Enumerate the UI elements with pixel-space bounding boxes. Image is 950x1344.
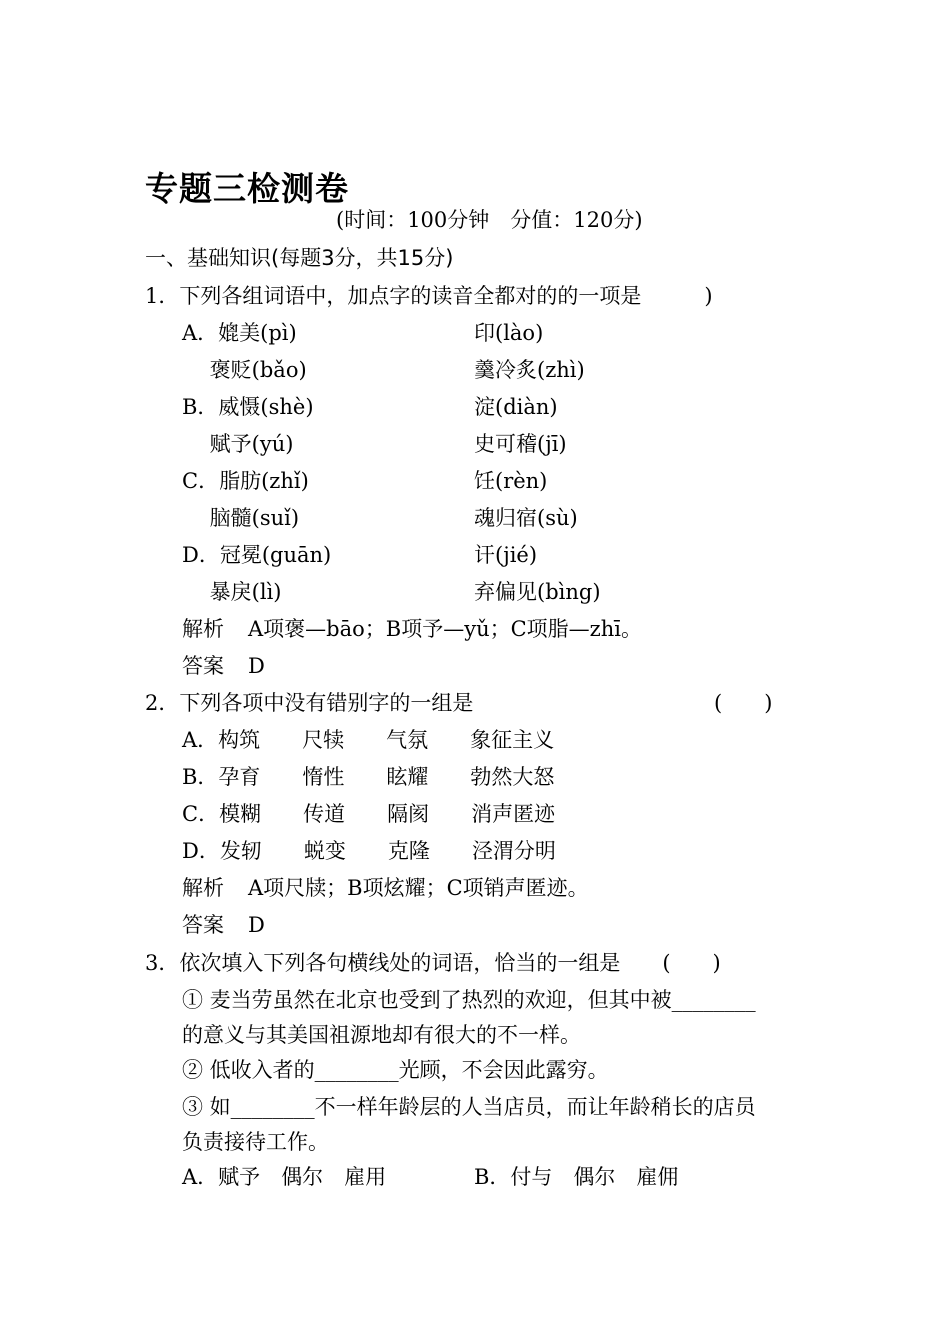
q1-analysis-label: 解析 — [182, 617, 224, 641]
q3-sentence-3: ③ 如________不一样年龄层的人当店员，而让年龄稍长的店员 — [182, 1095, 756, 1119]
q1-option-d1: D．冠冕(guān) — [182, 543, 332, 567]
q2-option-b: B．孕育 惰性 眩耀 勃然大怒 — [182, 765, 555, 789]
q1-option-d4: 弃偏见(bìng) — [474, 580, 601, 604]
q2-answer-label: 答案 — [182, 913, 224, 937]
q3-option-b: B．付与 偶尔 雇佣 — [474, 1165, 679, 1189]
q2-option-d: D．发轫 蜕变 克隆 泾渭分明 — [182, 839, 556, 863]
q1-option-a1: A．媲美(pì) — [182, 321, 297, 345]
q1-option-c3: 脑髓(suǐ) — [182, 506, 300, 530]
q1-option-a4: 羹冷炙(zhì) — [474, 358, 585, 382]
q1-option-c2: 饪(rèn) — [474, 469, 548, 493]
q2-option-c: C．模糊 传道 隔阂 消声匿迹 — [182, 802, 556, 826]
q3-sentence-1-cont: 的意义与其美国祖源地却有很大的不一样。 — [182, 1023, 581, 1047]
q1-stem: 1．下列各组词语中，加点字的读音全都对的的一项是 ) — [145, 284, 713, 308]
q1-answer: D — [248, 654, 265, 678]
q1-option-a3: 褒贬(bǎo) — [182, 358, 307, 382]
q2-analysis: A项尺牍；B项炫耀；C项销声匿迹。 — [248, 876, 589, 900]
q2-option-a: A．构筑 尺犊 气氛 象征主义 — [182, 728, 555, 752]
q2-paren: ( ) — [714, 691, 773, 715]
q1-option-c1: C．脂肪(zhǐ) — [182, 469, 309, 493]
q3-option-a: A．赋予 偶尔 雇用 — [182, 1165, 387, 1189]
q3-sentence-3-cont: 负责接待工作。 — [182, 1130, 329, 1154]
q1-option-d3: 暴戾(lì) — [182, 580, 282, 604]
q1-analysis: A项褒—bāo；B项予—yǔ；C项脂—zhī。 — [248, 617, 642, 641]
q2-answer: D — [248, 913, 265, 937]
exam-info: (时间：100分钟 分值：120分) — [336, 208, 643, 232]
q3-sentence-2: ② 低收入者的________光顾，不会因此露穷。 — [182, 1058, 609, 1082]
q2-stem: 2．下列各项中没有错别字的一组是 — [145, 691, 474, 715]
page-title: 专题三检测卷 — [145, 169, 349, 208]
q3-stem: 3．依次填入下列各句横线处的词语，恰当的一组是 ( ) — [145, 951, 721, 975]
q1-option-b4: 史可稽(jī) — [474, 432, 567, 456]
q1-option-b1: B．威慑(shè) — [182, 395, 314, 419]
q1-option-a2: 印(lào) — [474, 321, 544, 345]
section-heading: 一、基础知识(每题3分，共15分) — [145, 246, 454, 270]
q2-analysis-label: 解析 — [182, 876, 224, 900]
q1-option-c4: 魂归宿(sù) — [474, 506, 578, 530]
q1-option-b2: 淀(diàn) — [474, 395, 558, 419]
q1-answer-label: 答案 — [182, 654, 224, 678]
q1-option-d2: 讦(jié) — [474, 543, 538, 567]
q3-sentence-1: ① 麦当劳虽然在北京也受到了热烈的欢迎，但其中被________ — [182, 988, 756, 1012]
q1-option-b3: 赋予(yú) — [182, 432, 294, 456]
